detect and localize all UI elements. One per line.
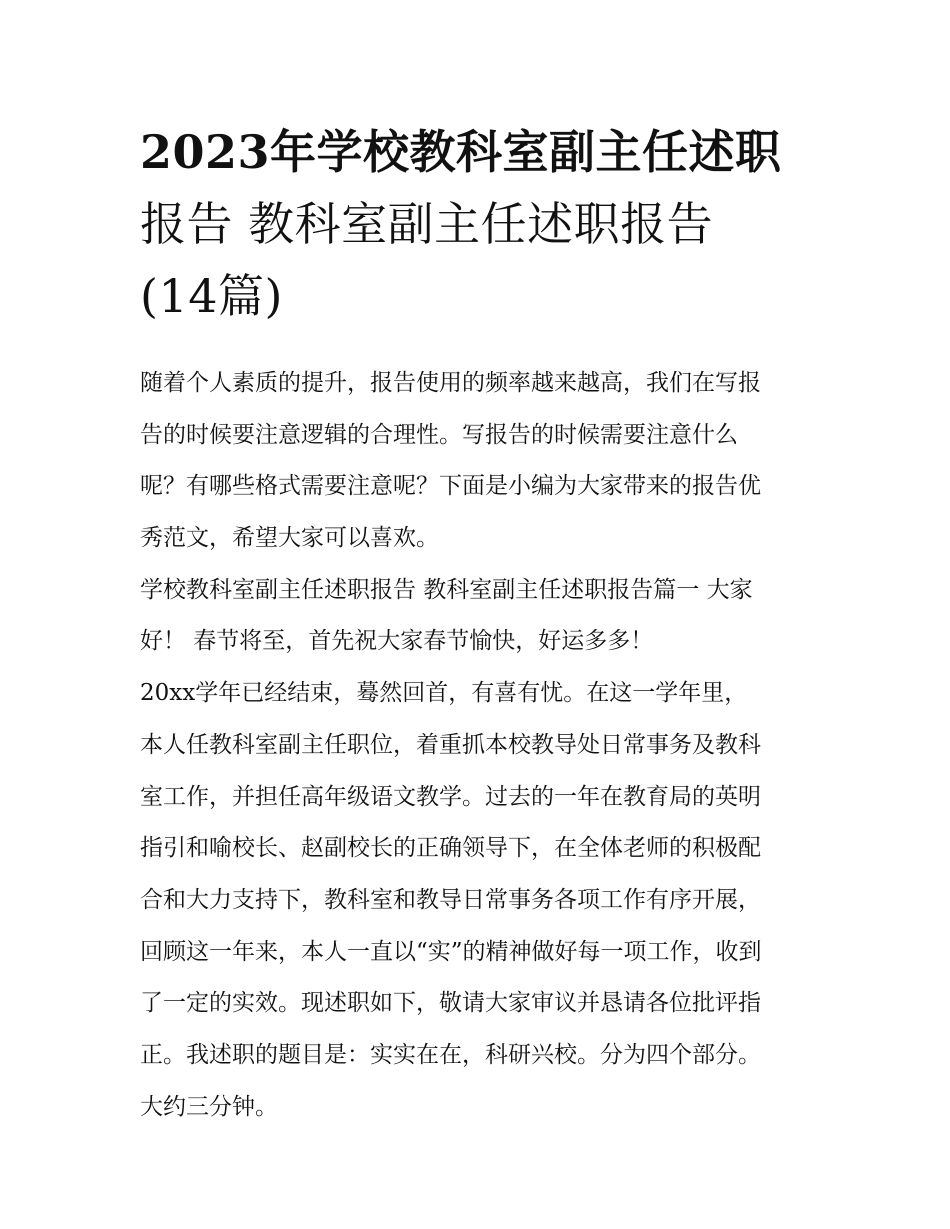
body-line-1: 随着个人素质的提升，报告使用的频率越来越高，我们在写报: [140, 370, 761, 396]
document-body: [140, 358, 830, 1133]
title-line-1: [140, 116, 820, 188]
body-line-6: 好！ 春节将至，首先祝大家春节愉快，好运多多！: [140, 628, 654, 655]
body-line-11: 合和大力支持下，教科室和教导日常事务各项工作有序开展，: [140, 886, 761, 913]
body-line-4: 秀范文，希望大家可以喜欢。: [140, 525, 439, 552]
body-line-12: 回顾这一年来，本人一直以“实”的精神做好每一项工作，收到: [140, 938, 762, 965]
body-line-7: 20xx学年已经结束，蓦然回首，有喜有忧。在这一学年里，: [140, 680, 748, 707]
body-line-14: 正。我述职的题目是：实实在在，科研兴校。分为四个部分。: [140, 1041, 761, 1068]
body-line-3: 呢？有哪些格式需要注意呢？下面是小编为大家带来的报告优: [140, 473, 761, 500]
body-line-10: 指引和喻校长、赵副校长的正确领导下，在全体老师的积极配: [140, 835, 761, 862]
title-line-1-text: 2023年学校教科室副主任述职: [140, 125, 782, 179]
title-line-3: (14篇): [140, 269, 283, 323]
body-line-8: 本人任教科室副主任职位，着重抓本校教导处日常事务及教科: [140, 731, 761, 758]
body-line-5: 学校教科室副主任述职报告 教科室副主任述职报告篇一 大家: [140, 576, 753, 603]
document-title: [140, 116, 820, 332]
body-line-9: 室工作，并担任高年级语文教学。过去的一年在教育局的英明: [140, 783, 761, 810]
body-line-13: 了一定的实效。现述职如下，敬请大家审议并恳请各位批评指: [140, 990, 761, 1017]
body-line-15: 大约三分钟。: [140, 1093, 278, 1120]
title-line-2: 报告 教科室副主任述职报告: [140, 197, 714, 251]
body-line-2: 告的时候要注意逻辑的合理性。写报告的时候需要注意什么: [140, 421, 738, 448]
